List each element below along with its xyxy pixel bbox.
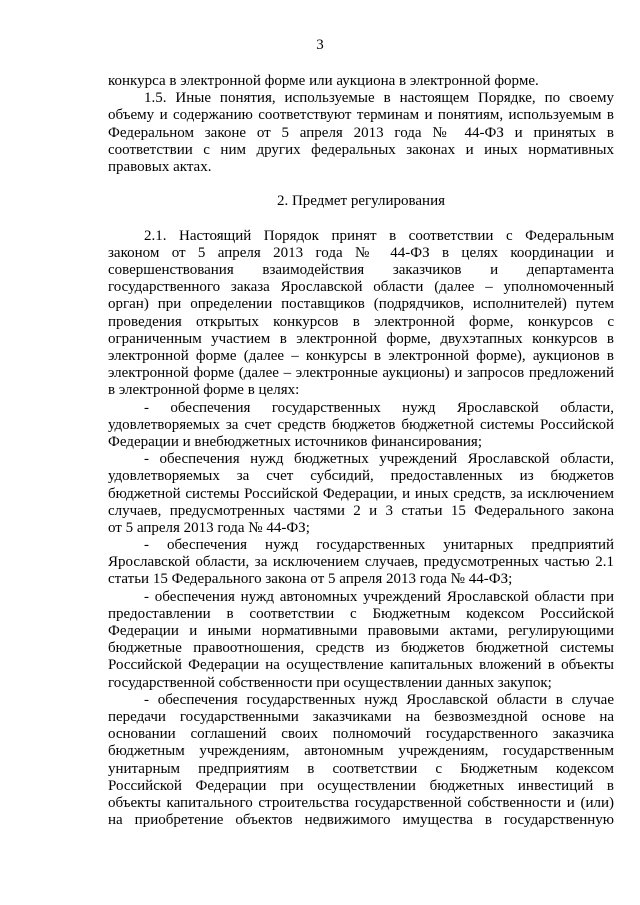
text-line: в электронной форме в целях: (108, 382, 300, 399)
text-line: соответствии с ним других федеральных законах и иных нормативных (108, 141, 614, 158)
text-line: - обеспечения государственных нужд Ярославской области, (144, 399, 614, 416)
text-line: Федерации и иными нормативными правовыми актами, регулирующими (108, 623, 614, 639)
text-line: государственной собственности при осуществлении данных закупок; (108, 674, 552, 691)
text-line: 1.5. Иные понятия, используемые в настоящем Порядке, по своему (144, 90, 614, 107)
text-line: Ярославской области, за исключением случаев, предусмотренных частью 2.1 (108, 554, 614, 571)
text-line: основании соглашений своих полномочий государственного заказчика (108, 726, 614, 743)
text-line: 2.1. Настоящий Порядок принят в соответствии с Федеральным (144, 227, 614, 244)
list-item (108, 537, 614, 589)
document-body (108, 73, 614, 829)
text-line: проведения открытых конкурсов в электронной форме, конкурсов с (108, 313, 614, 330)
text-line: Российской Федерации при осуществлении бюджетных инвестиций в (108, 777, 614, 794)
text-line: законом от 5 апреля 2013 года № 44-ФЗ в целях координации и (108, 244, 614, 261)
text-line: конкурса в электронной форме или аукциона в электронной форме. (108, 73, 539, 89)
text-line: - обеспечения нужд государственных унитарных предприятий (144, 537, 614, 554)
paragraph-2-1 (108, 228, 614, 400)
text-line: на приобретение объектов недвижимого имущества в государственную (108, 812, 614, 829)
text-line: орган) при определении поставщиков (подрядчиков, исполнителей) путем (108, 296, 614, 313)
text-line: случаев, предусмотренных частями 2 и 3 статьи 15 Федерального закона (108, 502, 614, 519)
text-line: объему и содержанию соответствуют терминам и понятиям, используемым в (108, 107, 614, 124)
text-line: Российской Федерации на осуществление капитальных вложений в объекты (108, 657, 614, 674)
text-line: ограниченным участием в электронной форме, двухэтапных конкурсов в (108, 330, 614, 347)
text-line: от 5 апреля 2013 года № 44-ФЗ; (108, 519, 310, 536)
text-line: правовых актах. (108, 158, 212, 175)
section-heading: 2. Предмет регулирования (276, 193, 446, 210)
list-item (108, 400, 614, 452)
text-line: Федеральном законе от 5 апреля 2013 года № 44-ФЗ и принятых в (108, 124, 614, 141)
text-line: удовлетворяемых за счет субсидий, предоставленных из бюджетов (108, 468, 614, 485)
text-line: бюджетные правоотношения, средств из бюджетов бюджетной системы (108, 640, 614, 657)
text-line: удовлетворяемых за счет средств бюджетов бюджетной системы Российской (108, 416, 614, 433)
text-line: совершенствования взаимодействия заказчиков и департамента (108, 262, 614, 279)
text-line: - обеспечения государственных нужд Ярославской области в случае (144, 691, 614, 708)
page-number: 3 (316, 37, 324, 53)
list-item (108, 692, 614, 830)
text-line: унитарным предприятиям в соответствии с Бюджетным кодексом (108, 760, 614, 777)
text-line: объекты капитального строительства государственной собственности и (или) (108, 794, 614, 811)
text-line: электронной форме (далее – электронные аукционы) и запросов предложений (108, 365, 614, 382)
paragraph-1-5 (108, 90, 614, 176)
text-line: - обеспечения нужд автономных учреждений Ярославской области при (144, 588, 614, 605)
text-line: - обеспечения нужд бюджетных учреждений Ярославской области, (144, 451, 614, 468)
text-line: передачи государственными заказчиками на безвозмездной основе на (108, 708, 614, 725)
paragraph-continuation (108, 73, 614, 90)
text-line: государственного заказа Ярославской области (далее – уполномоченный (108, 279, 614, 296)
text-line: статьи 15 Федерального закона от 5 апреля 2013 года № 44-ФЗ; (108, 571, 513, 588)
text-line: Федерации и внебюджетных источников финансирования; (108, 433, 482, 450)
text-line: электронной форме (далее – конкурсы в электронной форме), аукционов в (108, 348, 614, 364)
text-line: бюджетной системы Российской Федерации, и иных средств, за исключением (108, 485, 614, 502)
text-line: бюджетным учреждениям, автономным учреждениям, государственным (108, 743, 614, 760)
spacer (108, 211, 614, 228)
list-item (108, 451, 614, 537)
list-item (108, 589, 614, 692)
spacer (108, 176, 614, 193)
text-line: предоставлении в соответствии с Бюджетным кодексом Российской (108, 605, 614, 622)
